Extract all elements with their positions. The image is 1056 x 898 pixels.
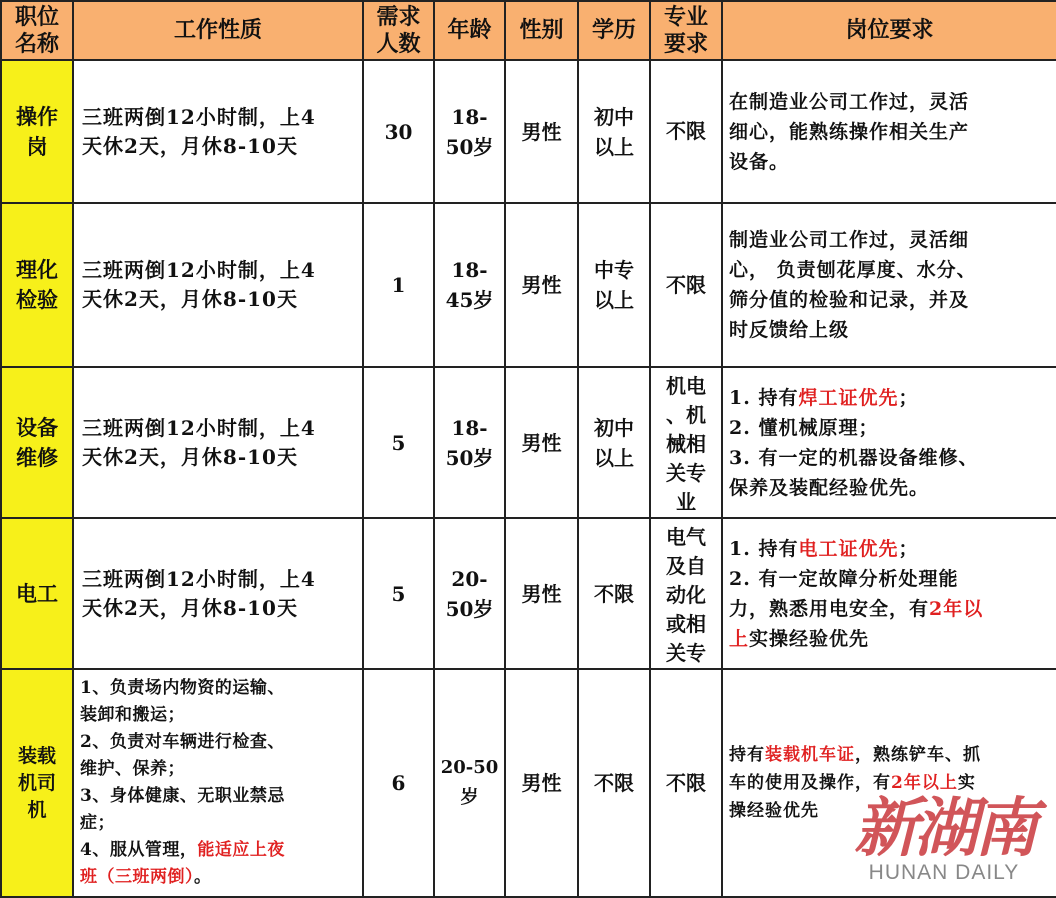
position-name: 电工 <box>1 518 73 669</box>
gender: 男性 <box>505 203 578 367</box>
position-name: 设备 维修 <box>1 367 73 518</box>
age-range: 18- 50岁 <box>434 367 505 518</box>
gender: 男性 <box>505 518 578 669</box>
table-row <box>1 518 1056 669</box>
age-range: 20- 50岁 <box>434 518 505 669</box>
requirements: 持有装载机车证，熟练铲车、抓 车的使用及操作，有2年以上实 操经验优先 <box>722 669 1056 897</box>
position-name: 理化 检验 <box>1 203 73 367</box>
highlight-text: 电工证优先 <box>798 537 899 560</box>
education: 不限 <box>578 518 650 669</box>
gender: 男性 <box>505 367 578 518</box>
headcount: 6 <box>363 669 434 897</box>
work-nature: 三班两倒12小时制，上4 天休2天，月休8-10天 <box>73 60 363 203</box>
major: 电气 及自 动化 或相 关专 <box>650 518 722 669</box>
header-position: 职位 名称 <box>1 1 73 60</box>
headcount: 5 <box>363 367 434 518</box>
gender: 男性 <box>505 669 578 897</box>
major: 不限 <box>650 203 722 367</box>
education: 初中 以上 <box>578 367 650 518</box>
header-count: 需求 人数 <box>363 1 434 60</box>
work-nature: 三班两倒12小时制，上4 天休2天，月休8-10天 <box>73 203 363 367</box>
header-age: 年龄 <box>434 1 505 60</box>
table-row <box>1 367 1056 518</box>
highlight-text: 装载机车证 <box>765 745 855 765</box>
major: 机电 、机 械相 关专 业 <box>650 367 722 518</box>
education: 不限 <box>578 669 650 897</box>
age-range: 18- 50岁 <box>434 60 505 203</box>
education: 中专 以上 <box>578 203 650 367</box>
header-requirements: 岗位要求 <box>722 1 1056 60</box>
education: 初中 以上 <box>578 60 650 203</box>
highlight-text: 上 <box>729 627 750 650</box>
header-gender: 性别 <box>505 1 578 60</box>
highlight-text: 焊工证优先 <box>798 386 899 409</box>
work-nature: 1、负责场内物资的运输、 装卸和搬运； 2、负责对车辆进行检查、 维护、保养； 3、身体健康、无职业禁忌 症； 4、服从管理，能适应上夜 班（三班两倒）。 <box>73 669 363 897</box>
header-nature: 工作性质 <box>73 1 363 60</box>
highlight-text: 2年以上 <box>891 773 958 793</box>
header-education: 学历 <box>578 1 650 60</box>
requirements: 1. 持有电工证优先； 2. 有一定故障分析处理能 力，熟悉用电安全，有2年以 上实操经验优先 <box>722 518 1056 669</box>
watermark-cn: 新湖南 <box>854 791 1034 866</box>
highlight-text: 班（三班两倒） <box>80 867 194 887</box>
requirements: 1. 持有焊工证优先； 2. 懂机械原理； 3. 有一定的机器设备维修、 保养及装配经验优先。 <box>722 367 1056 518</box>
major: 不限 <box>650 669 722 897</box>
work-nature: 三班两倒12小时制，上4 天休2天，月休8-10天 <box>73 367 363 518</box>
table-row <box>1 203 1056 367</box>
age-range: 18- 45岁 <box>434 203 505 367</box>
age-range: 20-50 岁 <box>434 669 505 897</box>
watermark-en: HUNAN DAILY <box>868 861 1020 884</box>
gender: 男性 <box>505 60 578 203</box>
work-nature: 三班两倒12小时制，上4 天休2天，月休8-10天 <box>73 518 363 669</box>
highlight-text: 2年以 <box>929 597 984 620</box>
headcount: 5 <box>363 518 434 669</box>
headcount: 1 <box>363 203 434 367</box>
requirements: 在制造业公司工作过，灵活 细心，能熟练操作相关生产 设备。 <box>722 60 1056 203</box>
highlight-text: 能适应上夜 <box>197 840 285 860</box>
headcount: 30 <box>363 60 434 203</box>
major: 不限 <box>650 60 722 203</box>
table-row <box>1 669 1056 897</box>
requirements: 制造业公司工作过，灵活细 心， 负责刨花厚度、水分、 筛分值的检验和记录，并及 时反馈给上级 <box>722 203 1056 367</box>
header-row <box>1 1 1056 60</box>
header-major: 专业 要求 <box>650 1 722 60</box>
table-row <box>1 60 1056 203</box>
position-name: 装载 机司 机 <box>1 669 73 897</box>
position-name: 操作 岗 <box>1 60 73 203</box>
